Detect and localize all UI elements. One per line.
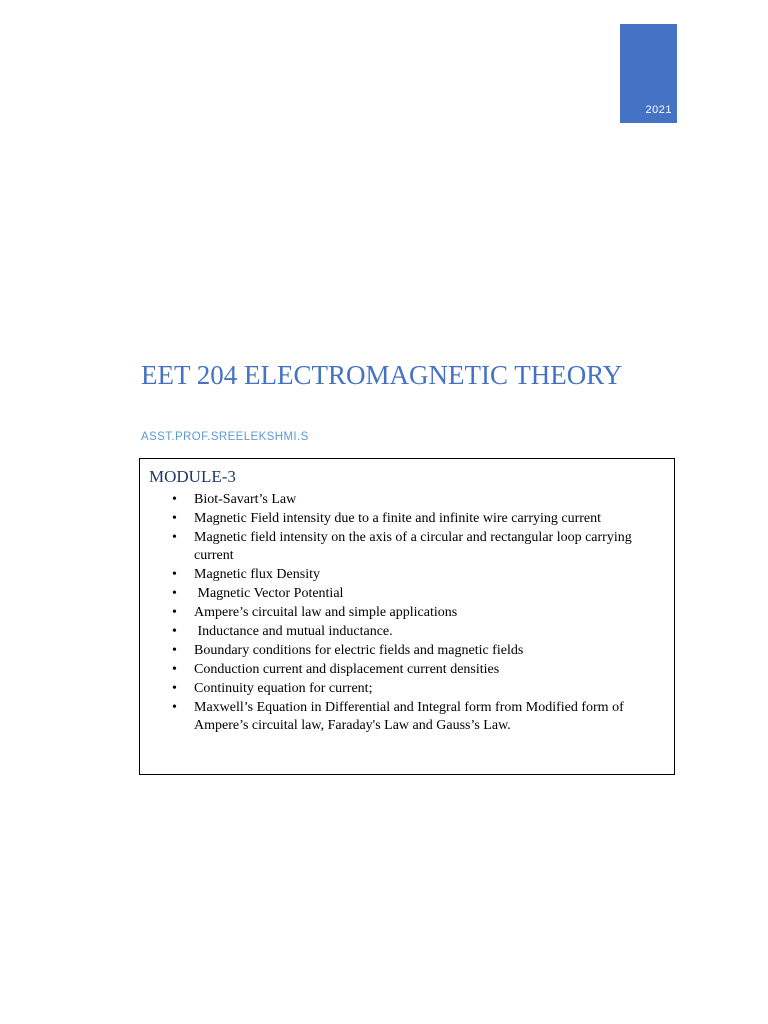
year-label: 2021 <box>645 104 672 116</box>
module-heading: MODULE-3 <box>149 467 236 486</box>
bullet-icon: • <box>172 662 177 677</box>
bullet-icon: • <box>172 511 177 526</box>
topic-item <box>172 642 670 660</box>
bullet-icon: • <box>172 643 177 658</box>
topic-item <box>172 661 670 679</box>
topic-text: Conduction current and displacement current densities <box>194 662 500 677</box>
topic-item <box>172 604 670 622</box>
topic-item <box>172 699 670 735</box>
topic-item <box>172 510 670 528</box>
topic-item <box>172 491 670 509</box>
bullet-icon: • <box>172 624 177 639</box>
year-tab <box>620 24 677 123</box>
topic-text: Magnetic Vector Potential <box>194 586 344 601</box>
bullet-icon: • <box>172 605 177 620</box>
topic-list <box>172 491 670 736</box>
topic-text: Maxwell’s Equation in Differential and Integral form from Modified form of Ampere’s circuital law, Faraday's Law and Gauss’s Law. <box>194 700 624 733</box>
topic-text: Magnetic Field intensity due to a finite and infinite wire carrying current <box>194 511 602 526</box>
topic-text: Continuity equation for current; <box>194 681 373 696</box>
topic-text: Magnetic field intensity on the axis of a circular and rectangular loop carrying current <box>194 530 632 563</box>
author-name: ASST.PROF.SREELEKSHMI.S <box>141 431 309 443</box>
topic-text: Inductance and mutual inductance. <box>194 624 393 639</box>
module-box <box>139 458 675 775</box>
document-title: EET 204 ELECTROMAGNETIC THEORY <box>141 360 623 390</box>
topic-text: Magnetic flux Density <box>194 567 320 582</box>
topic-text: Biot-Savart’s Law <box>194 492 297 507</box>
topic-item <box>172 529 670 565</box>
topic-text: Ampere’s circuital law and simple applications <box>194 605 458 620</box>
topic-item <box>172 566 670 584</box>
bullet-icon: • <box>172 492 177 507</box>
bullet-icon: • <box>172 530 177 545</box>
topic-item <box>172 623 670 641</box>
topic-text: Boundary conditions for electric fields and magnetic fields <box>194 643 524 658</box>
bullet-icon: • <box>172 567 177 582</box>
topic-item <box>172 680 670 698</box>
topic-item <box>172 585 670 603</box>
bullet-icon: • <box>172 681 177 696</box>
bullet-icon: • <box>172 700 177 715</box>
bullet-icon: • <box>172 586 177 601</box>
